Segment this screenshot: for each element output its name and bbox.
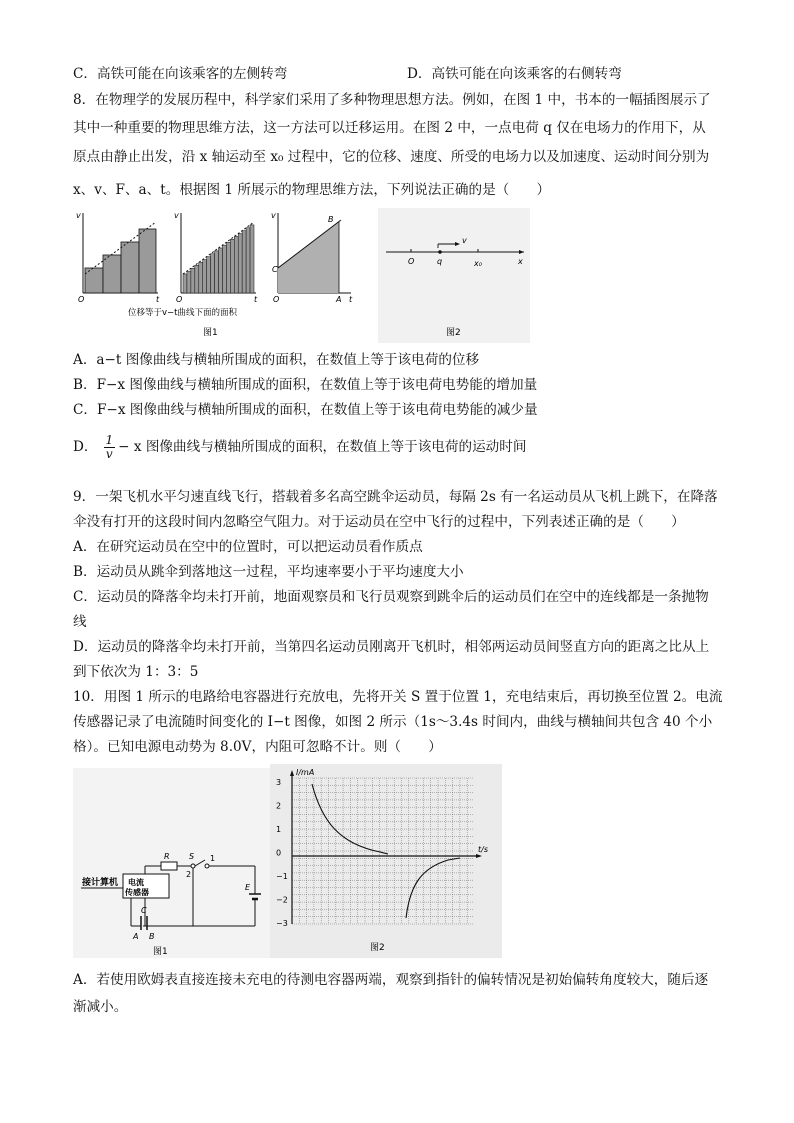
fine-step-bar bbox=[211, 254, 215, 293]
fine-step-bar bbox=[219, 248, 223, 293]
fine-step-bar bbox=[242, 231, 246, 293]
charge-q-dot bbox=[438, 250, 442, 254]
q8-option-c: C．F−x 图像曲线与横轴所围成的面积，在数值上等于该电荷电势能的减少量 bbox=[73, 402, 538, 418]
fine-step-bar bbox=[199, 262, 203, 293]
fig1-caption: 位移等于v−t曲线下面的面积 bbox=[128, 308, 237, 318]
fine-step-bar bbox=[234, 236, 238, 293]
graph-xlabel: t/s bbox=[478, 845, 488, 854]
fine-step-bar bbox=[187, 271, 191, 293]
label-r: R bbox=[164, 852, 170, 861]
fine-step-bar bbox=[203, 260, 207, 293]
q7-option-d: D．高铁可能在向该乘客的右侧转弯 bbox=[407, 66, 622, 82]
graph-ylabel: I/mA bbox=[296, 768, 315, 777]
fraction-denominator: v bbox=[105, 447, 113, 461]
q9-option-c-line2: 线 bbox=[73, 614, 87, 630]
fig2-label: 图2 bbox=[446, 328, 461, 338]
q9-stem-line2: 伞没有打开的这段时间内忽略空气阻力。对于运动员在空中飞行的过程中，下列表述正确的是（ ） bbox=[73, 514, 685, 530]
q10-stem-line2: 传感器记录了电流随时间变化的 I−t 图像，如图 2 所示（1s～3.4s 时间内，曲线与横轴间共包含 40 个小 bbox=[73, 714, 713, 730]
q8-stem-line1: 8．在物理学的发展历程中，科学家们采用了多种物理思想方法。例如，在图 1 中，书本的一幅插图展示了 bbox=[73, 92, 711, 108]
fine-step-bar bbox=[207, 257, 211, 293]
q7-option-c: C．高铁可能在向该乘客的左侧转弯 bbox=[73, 66, 288, 82]
q8-option-b: B．F−x 图像曲线与横轴所围成的面积，在数值上等于该电荷电势能的增加量 bbox=[73, 377, 538, 393]
graph1-axis-t: t bbox=[156, 295, 160, 304]
fine-step-bar bbox=[226, 242, 230, 293]
q10-option-a-line2: 渐减小。 bbox=[73, 999, 128, 1015]
y-tick-label: 2 bbox=[276, 801, 282, 811]
label-c: C bbox=[141, 906, 147, 915]
q10-circuit-diagram bbox=[73, 768, 273, 958]
q10-stem-line3: 格）。已知电源电动势为 8.0V，内阻可忽略不计。则（ ） bbox=[73, 739, 442, 755]
fine-step-bar bbox=[222, 245, 226, 293]
q8-figure-2 bbox=[378, 208, 530, 343]
q8-option-d-rest: − x 图像曲线与横轴所围成的面积，在数值上等于该电荷的运动时间 bbox=[118, 439, 527, 455]
fine-step-bar bbox=[246, 228, 250, 293]
graph3-point-c: C bbox=[272, 265, 278, 274]
label-s: S bbox=[189, 852, 195, 861]
y-tick-label: 1 bbox=[276, 825, 282, 834]
graph3-point-b: B bbox=[328, 215, 334, 224]
label-sensor-1: 电流 bbox=[128, 878, 144, 887]
q8-stem-line3: 原点由静止出发，沿 x 轴运动至 x₀ 过程中，它的位移、速度、所受的电场力以及加速度、运动时间分别为 bbox=[73, 149, 710, 165]
q8-stem-line4: x、v、F、a、t。根据图 1 所展示的物理思维方法，下列说法正确的是（ ） bbox=[73, 182, 551, 198]
q10-stem-line1: 10．用图 1 所示的电路给电容器进行充放电，先将开关 S 置于位置 1，充电结束后，再切换至位置 2。电流 bbox=[73, 689, 723, 705]
q9-stem-line1: 9．一架飞机水平匀速直线飞行，搭载着多名高空跳伞运动员，每隔 2s 有一名运动员从飞机上跳下，在降落 bbox=[73, 489, 718, 505]
label-a: A bbox=[133, 932, 139, 941]
fig1-label: 图1 bbox=[203, 328, 218, 338]
resistor-r bbox=[161, 862, 177, 870]
fig2-x: x bbox=[518, 257, 523, 266]
fraction-one-over-v bbox=[104, 434, 116, 461]
fig2-v: v bbox=[462, 236, 467, 245]
fig2-origin: O bbox=[408, 257, 415, 266]
q8-stem-line2: 其中一种重要的物理思维方法，这一方法可以迁移运用。在图 2 中，一点电荷 q 仅在电场力的作用下，从 bbox=[73, 120, 706, 136]
q8-figure-1 bbox=[73, 208, 363, 343]
label-1: 1 bbox=[210, 854, 216, 863]
q8-option-d bbox=[73, 434, 526, 461]
label-b: B bbox=[149, 932, 155, 941]
fig2-x0: x₀ bbox=[474, 259, 482, 268]
q9-option-c-line1: C．运动员的降落伞均未打开前，地面观察员和飞行员观察到跳伞后的运动员们在空中的连线都是一条抛物 bbox=[73, 589, 709, 605]
q9-option-d-line2: 到下依次为 1：3：5 bbox=[73, 664, 199, 680]
fig2-q: q bbox=[437, 257, 443, 266]
graph3-axis-v: v bbox=[271, 211, 276, 220]
label-2: 2 bbox=[186, 870, 192, 879]
label-sensor-2: 传感器 bbox=[125, 888, 149, 897]
fine-step-bar bbox=[191, 268, 195, 293]
graph2-axis-t: t bbox=[254, 295, 258, 304]
graph2-axis-v: v bbox=[174, 211, 179, 220]
q10-current-graph bbox=[270, 764, 502, 958]
graph1-axis-v: v bbox=[76, 211, 81, 220]
q10-option-a-line1: A．若使用欧姆表直接连接未充电的待测电容器两端，观察到指针的偏转情况是初始偏转角度较大，随后逐 bbox=[73, 972, 709, 988]
fine-step-bar bbox=[230, 239, 234, 293]
graph3-axis-t: t bbox=[349, 295, 353, 304]
graph-fig-label: 图2 bbox=[370, 943, 385, 953]
q9-option-d-line1: D．运动员的降落伞均未打开前，当第四名运动员刚离开飞机时，相邻两运动员间竖直方向的距离之比从上 bbox=[73, 639, 710, 655]
q8-option-a: A．a−t 图像曲线与横轴所围成的面积，在数值上等于该电荷的位移 bbox=[73, 352, 480, 368]
circuit-fig-label: 图1 bbox=[153, 947, 168, 957]
fine-step-bar bbox=[183, 274, 187, 293]
label-computer: 接计算机 bbox=[82, 878, 119, 888]
graph3-origin: O bbox=[273, 295, 280, 304]
y-tick-label: −2 bbox=[276, 895, 288, 905]
fine-step-bar bbox=[195, 265, 199, 293]
y-tick-label: 3 bbox=[276, 778, 282, 787]
fine-step-bar bbox=[215, 251, 219, 293]
fraction-numerator: 1 bbox=[105, 433, 114, 447]
y-tick-label: −3 bbox=[276, 919, 288, 928]
q9-option-a: A．在研究运动员在空中的位置时，可以把运动员看作质点 bbox=[73, 539, 423, 555]
fine-step-bar bbox=[250, 225, 254, 293]
graph3-point-a: A bbox=[336, 295, 342, 304]
graph2-origin: O bbox=[176, 295, 183, 304]
q8-option-d-prefix: D． bbox=[73, 439, 98, 455]
q9-option-b: B．运动员从跳伞到落地这一过程，平均速率要小于平均速度大小 bbox=[73, 564, 464, 580]
y-tick-label: 0 bbox=[276, 848, 282, 858]
label-e: E bbox=[245, 883, 251, 892]
graph1-origin: O bbox=[78, 295, 85, 304]
y-tick-label: −1 bbox=[276, 872, 288, 881]
fine-step-bar bbox=[238, 234, 242, 293]
